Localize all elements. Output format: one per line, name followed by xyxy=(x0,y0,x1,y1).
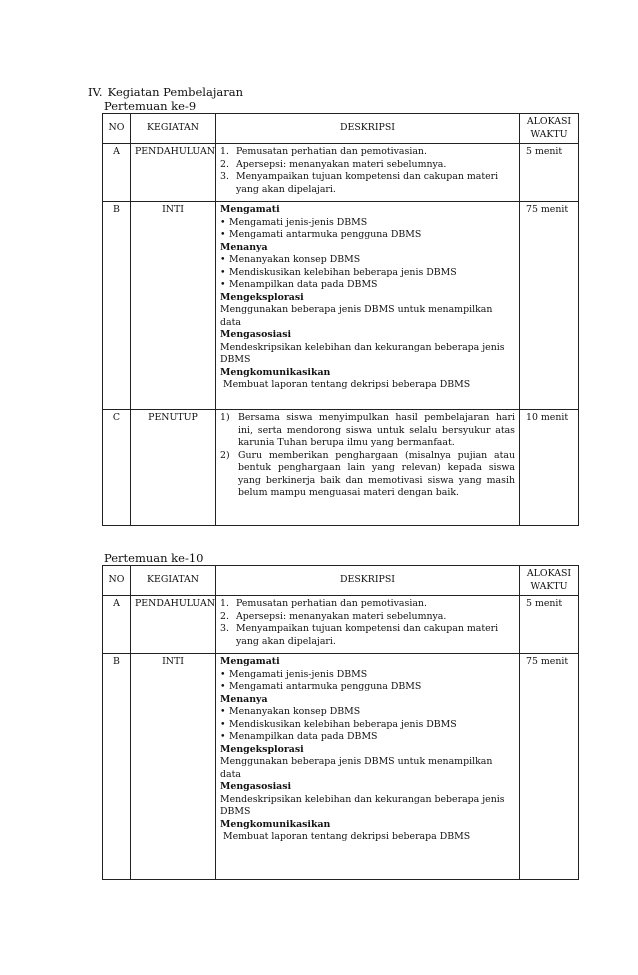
row-no: A xyxy=(103,596,131,654)
subheading-mengamati: Mengamati xyxy=(220,204,280,215)
row-kegiatan: PENDAHULUAN xyxy=(131,144,216,202)
row-alokasi: 5 menit xyxy=(520,144,579,202)
activity-table xyxy=(102,113,579,526)
row-kegiatan: INTI xyxy=(131,654,216,880)
row-kegiatan: PENUTUP xyxy=(131,410,216,526)
table-row-inti xyxy=(103,202,579,410)
table-header-row xyxy=(103,566,579,596)
list-item: 2. Apersepsi: menanyakan materi sebelumnya. xyxy=(220,610,447,622)
row-no: C xyxy=(103,410,131,526)
list-item: • Menampilkan data pada DBMS xyxy=(220,279,515,292)
subheading-mengkomunikasikan: Mengkomunikasikan xyxy=(220,818,331,830)
paragraph: Membuat laporan tentang dekripsi beberapa DBMS xyxy=(223,831,471,842)
header-deskripsi: DESKRIPSI xyxy=(216,114,520,144)
row-kegiatan: INTI xyxy=(131,202,216,410)
paragraph: Membuat laporan tentang dekripsi beberapa DBMS xyxy=(223,379,471,390)
row-no: A xyxy=(103,144,131,202)
row-deskripsi xyxy=(216,654,520,880)
paragraph: Mendeskripsikan kelebihan dan kekurangan beberapa jenis DBMS xyxy=(220,793,505,817)
list-item: 1. Pemusatan perhatian dan pemotivasian. xyxy=(220,598,427,609)
header-alokasi: ALOKASI WAKTU xyxy=(520,114,579,144)
row-deskripsi xyxy=(216,144,520,202)
subheading-menanya: Menanya xyxy=(220,693,268,705)
paragraph: Menggunakan beberapa jenis DBMS untuk menampilkan data xyxy=(220,304,493,328)
header-deskripsi: DESKRIPSI xyxy=(216,566,520,596)
paragraph: Menggunakan beberapa jenis DBMS untuk menampilkan data xyxy=(220,756,493,780)
table-row-penutup xyxy=(103,410,579,526)
section-title: Kegiatan Pembelajaran xyxy=(107,85,243,99)
row-no: B xyxy=(103,654,131,880)
subheading-mengamati: Mengamati xyxy=(220,656,280,667)
list-item: • Mengamati jenis-jenis DBMS xyxy=(220,217,515,230)
row-deskripsi xyxy=(216,202,520,410)
row-alokasi: 75 menit xyxy=(520,202,579,410)
row-no: B xyxy=(103,202,131,410)
table-row-pendahuluan xyxy=(103,596,579,654)
header-no: NO xyxy=(103,566,131,596)
activity-table xyxy=(102,565,579,880)
paragraph: Mendeskripsikan kelebihan dan kekurangan beberapa jenis DBMS xyxy=(220,341,505,365)
row-alokasi: 10 menit xyxy=(520,410,579,526)
list-item: • Menanyakan konsep DBMS xyxy=(220,706,515,719)
row-deskripsi xyxy=(216,596,520,654)
row-deskripsi xyxy=(216,410,520,526)
row-alokasi: 75 menit xyxy=(520,654,579,880)
list-item: 2) Guru memberikan penghargaan (misalnya pujian atau bentuk penghargaan lain yang relevan) kepada siswa yang berkinerja baik dan memotivasi siswa yang masih belum mampu menguasai materi dengan baik. xyxy=(220,449,515,498)
list-item: • Mendiskusikan kelebihan beberapa jenis DBMS xyxy=(220,267,515,280)
header-kegiatan: KEGIATAN xyxy=(131,114,216,144)
table-header-row xyxy=(103,114,579,144)
header-no: NO xyxy=(103,114,131,144)
list-item: • Mengamati jenis-jenis DBMS xyxy=(220,669,515,682)
list-item: 3. Menyampaikan tujuan kompetensi dan cakupan materi yang akan dipelajari. xyxy=(220,171,499,195)
list-item: 2. Apersepsi: menanyakan materi sebelumnya. xyxy=(220,158,447,170)
subheading-mengeksplorasi: Mengeksplorasi xyxy=(220,743,304,755)
subheading-menanya: Menanya xyxy=(220,241,268,253)
row-kegiatan: PENDAHULUAN xyxy=(131,596,216,654)
header-alokasi: ALOKASI WAKTU xyxy=(520,566,579,596)
row-alokasi: 5 menit xyxy=(520,596,579,654)
list-item: 3. Menyampaikan tujuan kompetensi dan cakupan materi yang akan dipelajari. xyxy=(220,623,499,647)
table-row-pendahuluan xyxy=(103,144,579,202)
section-number: IV. xyxy=(88,85,103,99)
meeting-title: Pertemuan ke-10 xyxy=(104,551,204,565)
meeting-title: Pertemuan ke-9 xyxy=(104,99,197,113)
list-item: • Menanyakan konsep DBMS xyxy=(220,254,515,267)
section-heading xyxy=(88,86,243,99)
subheading-mengasosiasi: Mengasosiasi xyxy=(220,781,292,792)
list-item: 1. Pemusatan perhatian dan pemotivasian. xyxy=(220,146,427,157)
list-item: • Mengamati antarmuka pengguna DBMS xyxy=(220,229,515,242)
list-item: • Mendiskusikan kelebihan beberapa jenis DBMS xyxy=(220,719,515,732)
subheading-mengkomunikasikan: Mengkomunikasikan xyxy=(220,366,331,378)
list-item: • Mengamati antarmuka pengguna DBMS xyxy=(220,681,515,694)
table-row-inti xyxy=(103,654,579,880)
header-kegiatan: KEGIATAN xyxy=(131,566,216,596)
subheading-mengeksplorasi: Mengeksplorasi xyxy=(220,291,304,303)
list-item: 1) Bersama siswa menyimpulkan hasil pembelajaran hari ini, serta mendorong siswa untuk selalu bersyukur atas karunia Tuhan berupa ilmu yang bermanfaat. xyxy=(220,412,515,448)
subheading-mengasosiasi: Mengasosiasi xyxy=(220,329,292,340)
list-item: • Menampilkan data pada DBMS xyxy=(220,731,515,744)
